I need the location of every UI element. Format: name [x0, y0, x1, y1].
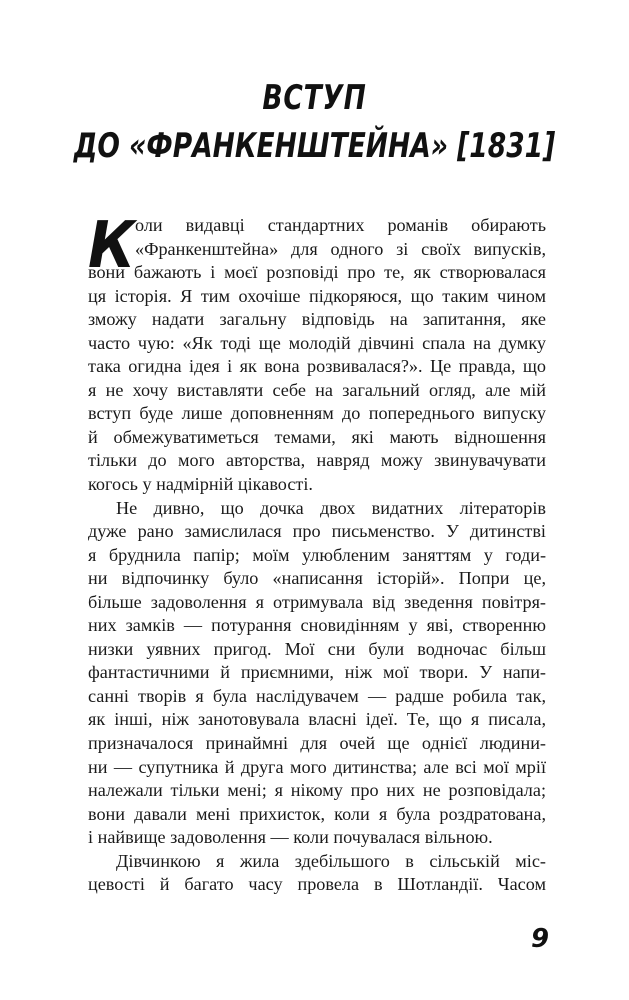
text-line: ни відпочинку було «написання історій». Попри це, [88, 568, 546, 589]
page-number: 9 [530, 924, 550, 954]
text-line: оли видавці стандартних романів обирають [135, 215, 546, 235]
text-line: я не хочу виставляти себе на загальний огляд, але мій [88, 379, 546, 400]
text-line: призначалося принаймні для очей ще однієї людини- [88, 733, 546, 754]
text-line: зможу надати загальну відповідь на запитання, яке [88, 309, 546, 330]
text-line: них замків — потурання сновидінням у яві, створенню [88, 615, 546, 636]
text-line: тільки до мого авторства, навряд можу звинувачувати [88, 450, 546, 471]
text-line: й обмежуватиметься темами, які мають відношення [88, 426, 546, 447]
text-line: «Франкенштейна» для одного зі своїх випусків, [135, 238, 546, 259]
text-line: вступ буде лише доповненням до попереднього випуску [88, 403, 546, 424]
text-line: ни — супутника й друга мого дитинства; але всі мої мрії [88, 756, 546, 777]
text-line: вони давали мені прихисток, коли я була роздратована, [88, 803, 546, 824]
text-line: як інші, ніж занотовувала власні ідеї. Те, що я писала, [88, 709, 546, 730]
text-line: я бруднила папір; моїм улюбленим заняттям у годи- [88, 544, 546, 565]
text-line: низки уявних пригод. Мої сни були водночас більш [88, 638, 546, 659]
text-line: і найвище задоволення — коли почувалася вільною. [88, 827, 493, 848]
text-line: когось у надмірній цікавості. [88, 474, 313, 495]
text-line: дуже рано замислилася про письменство. У дитинстві [88, 521, 546, 542]
text-line: така огидна ідея і як вона розвивалася?». Це правда, що [88, 356, 546, 377]
text-line: Не дивно, що дочка двох видатних літераторів [116, 497, 546, 518]
text-line: цевості й багато часу провела в Шотландії. Часом [88, 874, 546, 895]
text-line: більше задоволення я отримувала від зведення повітря- [88, 591, 546, 612]
text-line: санні творів я була наслідувачем — радше робила так, [88, 685, 546, 706]
text-line: Дівчинкою я жила здебільшого в сільській міс- [116, 850, 546, 871]
chapter-title: ВСТУП [262, 78, 367, 118]
body-text [88, 209, 546, 897]
text-line: фантастичними й приємними, ніж мої твори. У напи- [88, 662, 546, 683]
text-line: ця історія. Я тим охочіше підкоряюся, що таким чином [88, 285, 546, 306]
drop-cap: К [88, 209, 136, 283]
chapter-subtitle: ДО «ФРАНКЕНШТЕЙНА» [1831] [73, 126, 556, 166]
text-line: часто чую: «Як тоді ще молодій дівчині спала на думку [88, 332, 546, 353]
text-line: належали тільки мені; я нікому про них не розповідала; [88, 780, 546, 801]
text-line: вони бажають і моєї розповіді про те, як створювалася [88, 262, 546, 283]
